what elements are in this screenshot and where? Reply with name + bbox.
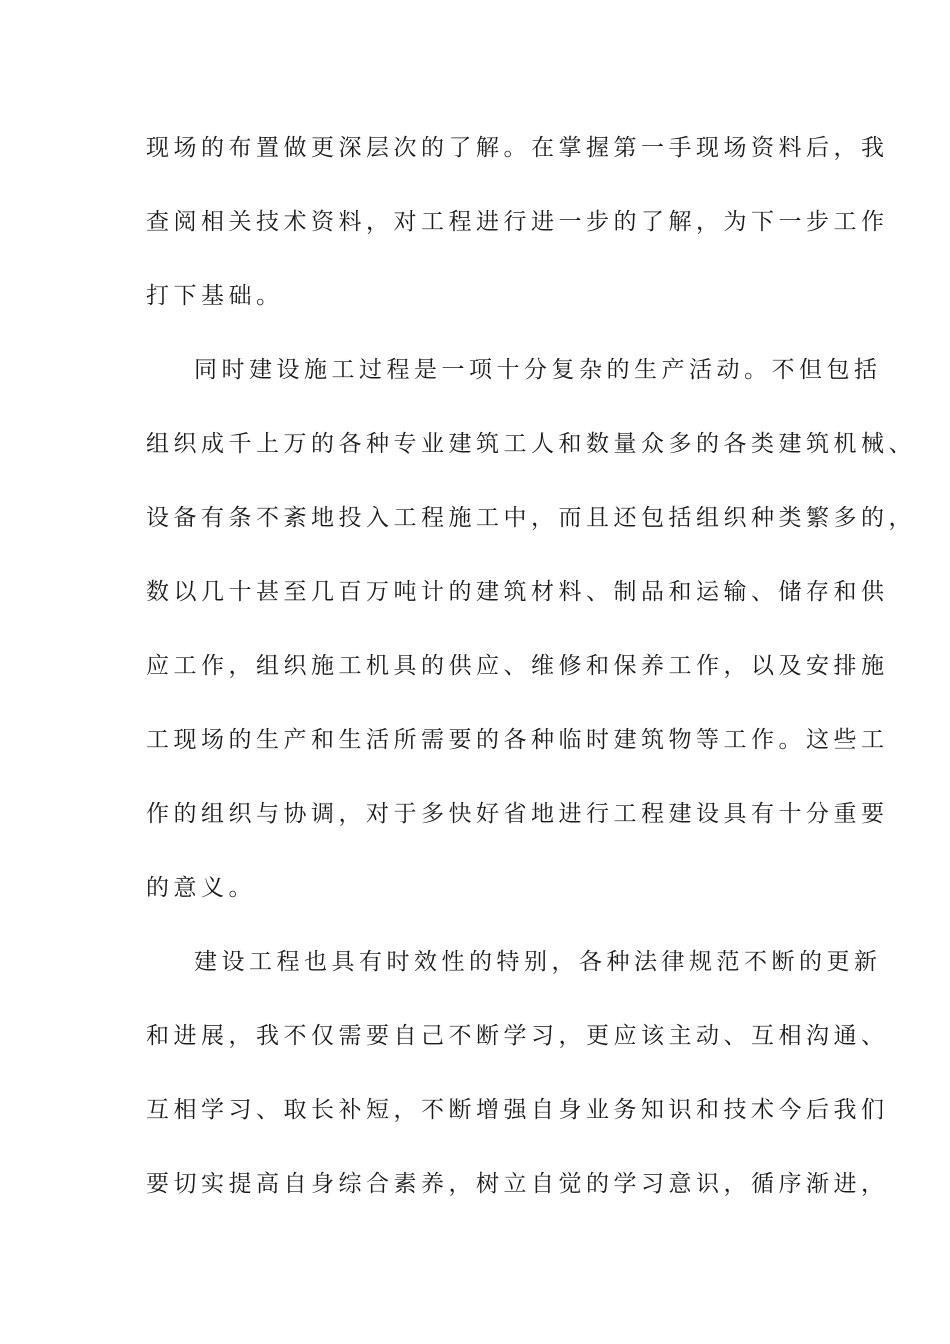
text-line: 现场的布置做更深层次的了解。在掌握第一手现场资料后，我	[146, 135, 889, 161]
text-line: 打下基础。	[146, 283, 284, 309]
text-line: 要切实提高自身综合素养，树立自觉的学习意识，循序渐进，	[146, 1171, 889, 1197]
text-line: 设备有条不紊地投入工程施工中，而且还包括组织种类繁多的，	[146, 505, 916, 531]
text-line: 工现场的生产和生活所需要的各种临时建筑物等工作。这些工	[146, 727, 889, 753]
text-line: 作的组织与协调，对于多快好省地进行工程建设具有十分重要	[146, 801, 889, 827]
paragraph-first-line: 同时建设施工过程是一项十分复杂的生产活动。不但包括	[194, 357, 882, 383]
paragraph-first-line: 建设工程也具有时效性的特别，各种法律规范不断的更新	[194, 949, 882, 975]
text-line: 的意义。	[146, 875, 256, 901]
text-line: 应工作，组织施工机具的供应、维修和保养工作，以及安排施	[146, 653, 889, 679]
text-line: 组织成千上万的各种专业建筑工人和数量众多的各类建筑机械、	[146, 431, 916, 457]
text-line: 数以几十甚至几百万吨计的建筑材料、制品和运输、储存和供	[146, 579, 889, 605]
text-line: 查阅相关技术资料，对工程进行进一步的了解，为下一步工作	[146, 209, 889, 235]
text-line: 互相学习、取长补短，不断增强自身业务知识和技术今后我们	[146, 1097, 889, 1123]
text-line: 和进展，我不仅需要自己不断学习，更应该主动、互相沟通、	[146, 1023, 889, 1049]
